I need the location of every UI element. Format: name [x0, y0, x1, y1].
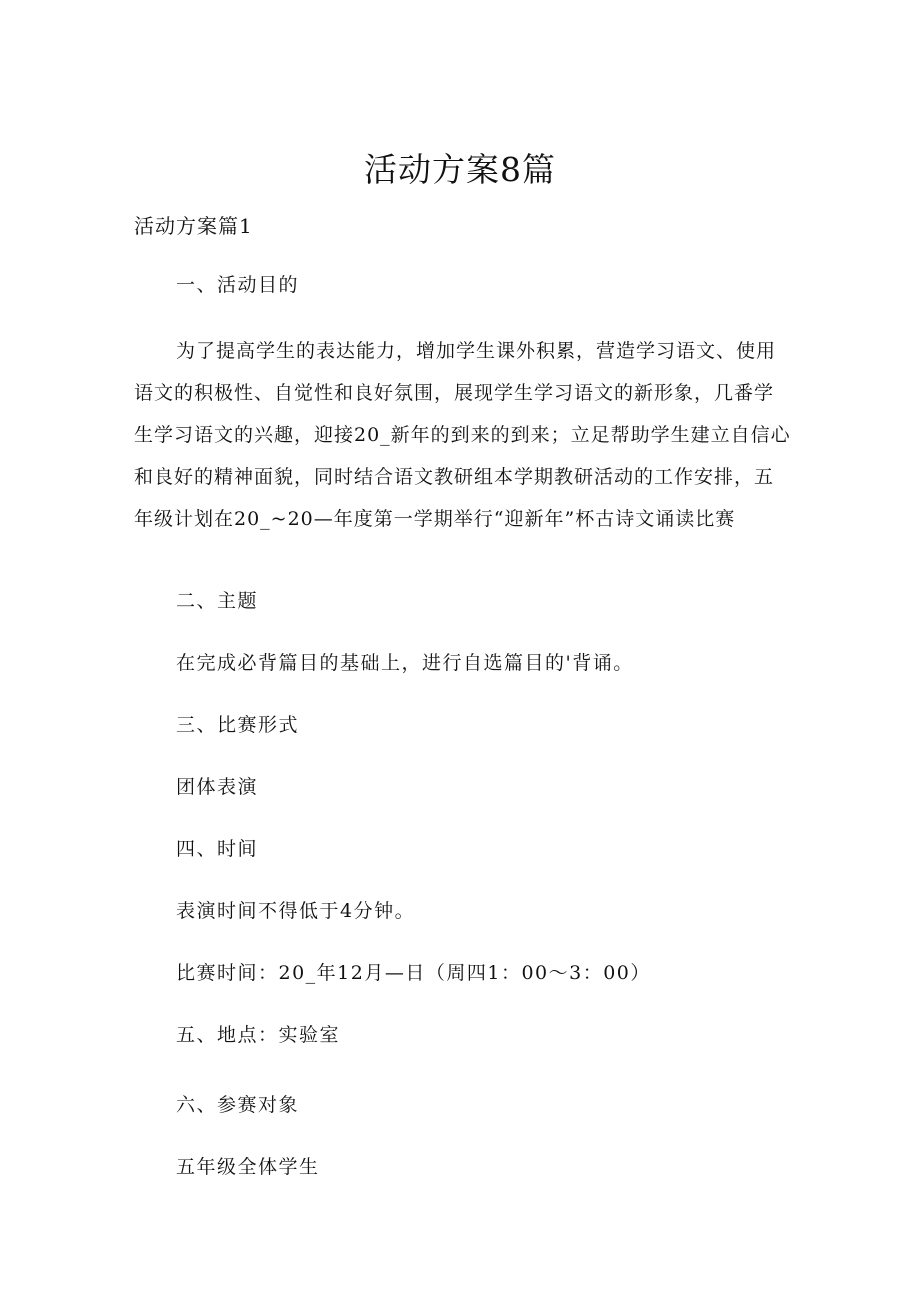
- heading-time: 四、时间: [176, 838, 259, 860]
- time-text-2: 比赛时间：20_年12月—日（周四1：00～3：00）: [176, 962, 651, 984]
- heading-purpose: 一、活动目的: [176, 274, 300, 296]
- form-text: 团体表演: [176, 776, 259, 798]
- purpose-line: 为了提高学生的表达能力，增加学生课外积累，营造学习语文、使用: [176, 340, 777, 362]
- heading-theme: 二、主题: [176, 590, 259, 612]
- time-text-1: 表演时间不得低于4分钟。: [176, 900, 416, 922]
- heading-participants: 六、参赛对象: [176, 1094, 300, 1116]
- purpose-line: 生学习语文的兴趣，迎接20_新年的到来的到来；立足帮助学生建立自信心: [134, 424, 791, 446]
- purpose-line: 语文的积极性、自觉性和良好氛围，展现学生学习语文的新形象，几番学: [134, 382, 775, 404]
- purpose-line: 和良好的精神面貌，同时结合语文教研组本学期教研活动的工作安排，五: [134, 466, 775, 488]
- section-title: 活动方案篇1: [134, 214, 253, 238]
- purpose-paragraph: [134, 330, 794, 540]
- heading-place: 五、地点：实验室: [176, 1024, 341, 1046]
- heading-form: 三、比赛形式: [176, 714, 300, 736]
- purpose-line: 年级计划在20_~20—年度第一学期举行“迎新年”杯古诗文诵读比赛: [134, 508, 736, 530]
- participants-text: 五年级全体学生: [176, 1156, 320, 1178]
- document-title: 活动方案8篇: [364, 150, 556, 189]
- theme-text: 在完成必背篇目的基础上，进行自选篇目的'背诵。: [176, 652, 634, 674]
